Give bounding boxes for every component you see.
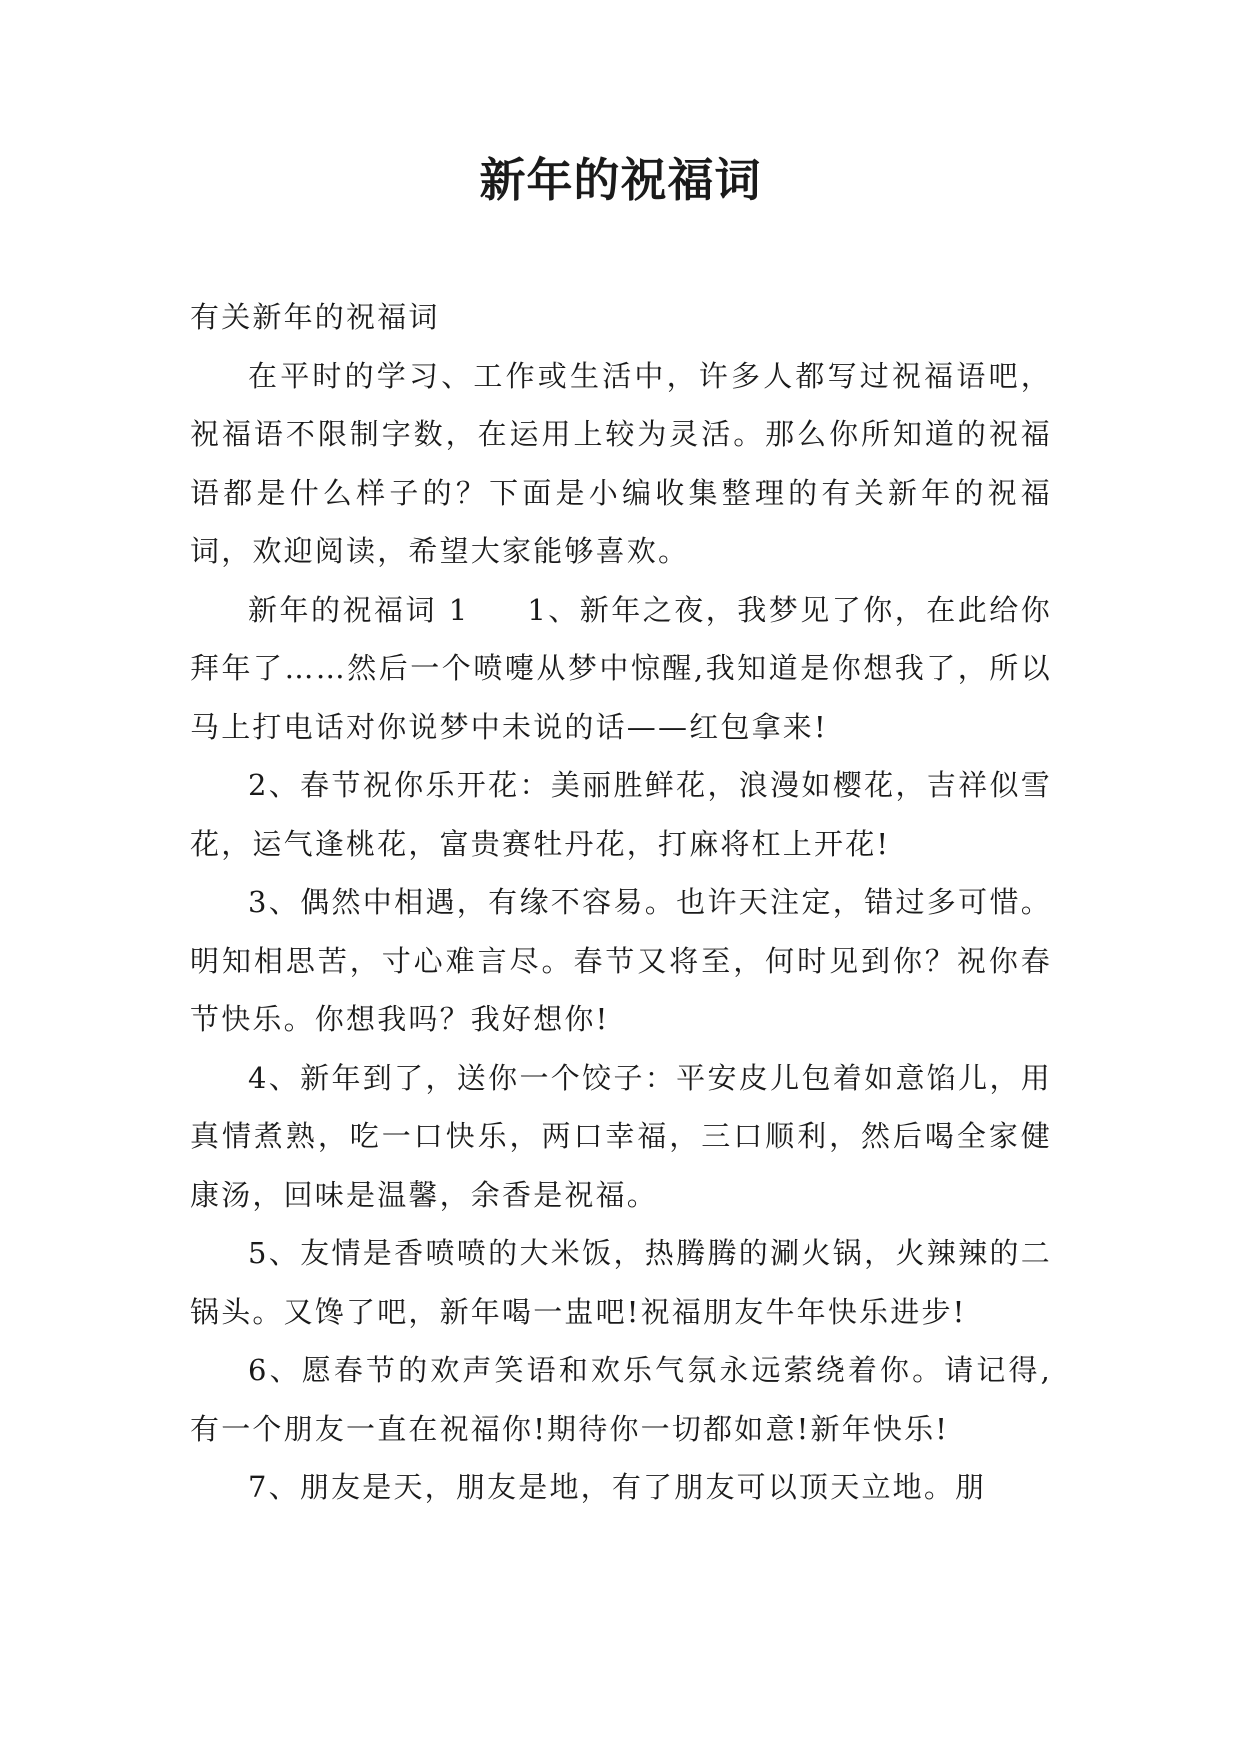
document-title: 新年的祝福词 <box>479 153 762 207</box>
list-item: 6、愿春节的欢声笑语和欢乐气氛永远萦绕着你。请记得,有一个朋友一直在祝福你!期待你一切都如意!新年快乐! <box>190 1353 1052 1446</box>
list-item: 4、新年到了，送你一个饺子：平安皮儿包着如意馅儿，用真情煮熟，吃一口快乐，两口幸福，三口顺利，然后喝全家健康汤，回味是温馨，余香是祝福。 <box>190 1060 1052 1212</box>
document-body <box>190 288 1052 1517</box>
subtitle: 有关新年的祝福词 <box>190 300 440 334</box>
list-item: 3、偶然中相遇，有缘不容易。也许天注定，错过多可惜。明知相思苦，寸心难言尽。春节又将至，何时见到你？祝你春节快乐。你想我吗？我好想你! <box>190 885 1052 1036</box>
list-item: 5、友情是香喷喷的大米饭，热腾腾的涮火锅，火辣辣的二锅头。又馋了吧，新年喝一盅吧!祝福朋友牛年快乐进步! <box>190 1236 1052 1329</box>
list-item: 7、朋友是天，朋友是地，有了朋友可以顶天立地。朋 <box>248 1470 987 1504</box>
list-item <box>190 581 1052 757</box>
intro-paragraph: 在平时的学习、工作或生活中，许多人都写过祝福语吧，祝福语不限制字数，在运用上较为灵活。那么你所知道的祝福语都是什么样子的？下面是小编收集整理的有关新年的祝福词，欢迎阅读，希望大家能够喜欢。 <box>190 358 1052 568</box>
list-item-text: 1、新年之夜，我梦见了你，在此给你拜年了……然后一个喷嚏从梦中惊醒,我知道是你想我了，所以马上打电话对你说梦中未说的话——红包拿来! <box>190 592 1052 744</box>
section-heading: 新年的祝福词 1 <box>248 592 470 627</box>
list-item: 2、春节祝你乐开花：美丽胜鲜花，浪漫如樱花，吉祥似雪花，运气逢桃花，富贵赛牡丹花，打麻将杠上开花! <box>190 768 1052 861</box>
